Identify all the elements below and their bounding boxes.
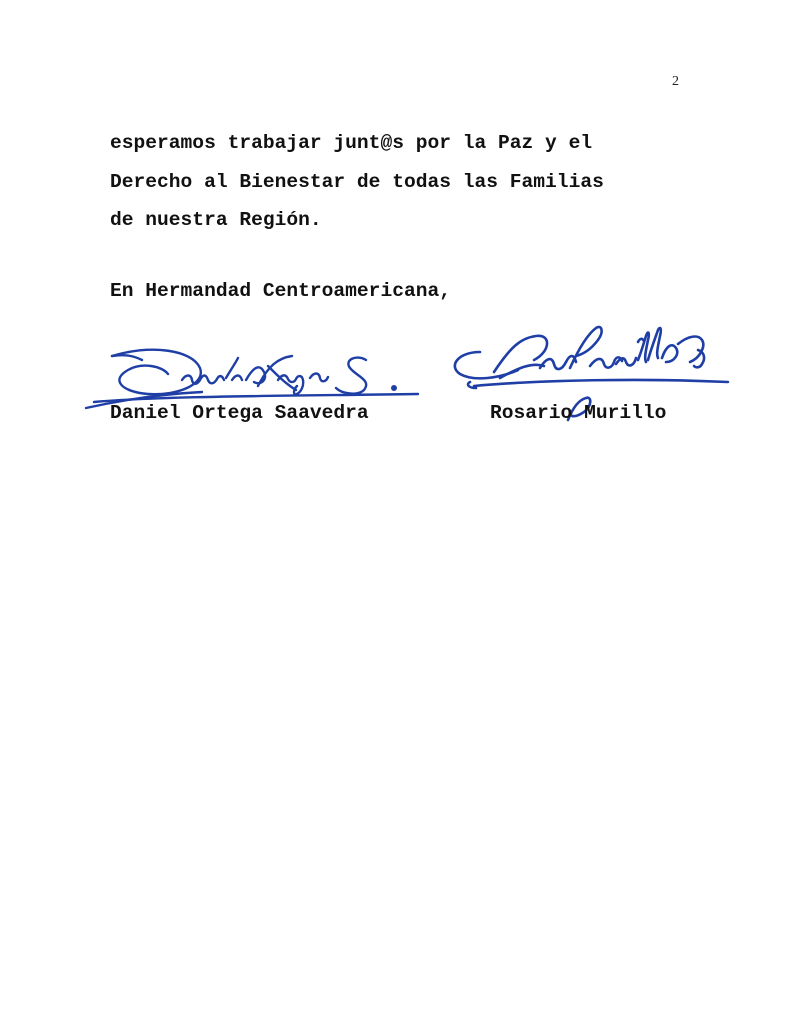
closing-salutation: En Hermandad Centroamericana,: [110, 280, 451, 302]
signer-name-rosario-murillo: Rosario Murillo: [490, 402, 667, 424]
body-line: esperamos trabajar junt@s por la Paz y el: [110, 132, 593, 154]
signature-daniel-ortega: [82, 336, 432, 412]
body-line: de nuestra Región.: [110, 209, 322, 231]
body-line: Derecho al Bienestar de todas las Familias: [110, 170, 604, 193]
signer-name-daniel-ortega: Daniel Ortega Saavedra: [110, 402, 369, 424]
body-paragraph: [110, 124, 710, 240]
page-number: 2: [672, 74, 679, 89]
